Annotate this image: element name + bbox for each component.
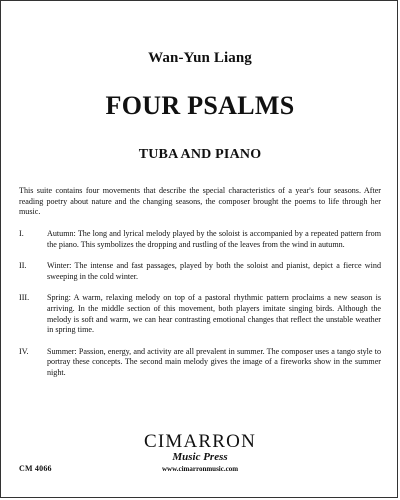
publisher-logo — [0, 432, 400, 473]
movement-item — [19, 229, 381, 250]
movement-number: I. — [19, 229, 24, 238]
publisher-website: www.cimarronmusic.com — [161, 465, 239, 473]
movement-description: Summer: Passion, energy, and activity are all prevalent in summer. The composer uses a tango style to portray these concepts. The second main melody gives the image of a fireworks show in the summer night. — [47, 346, 381, 377]
intro-paragraph: This suite contains four movements that describe the special characteristics of a year's four seasons. After reading poetry about nature and the changing seasons, the composer brought the poems to life through her music. — [19, 186, 381, 217]
movement-description: Winter: The intense and fast passages, played by both the soloist and pianist, depict a fierce wind sweeping in the cold winter. — [47, 261, 381, 281]
composer-name: Wan-Yun Liang — [148, 50, 252, 66]
piece-title: FOUR PSALMS — [105, 91, 295, 120]
instrumentation: TUBA AND PIANO — [138, 147, 262, 162]
movement-description: Spring: A warm, relaxing melody on top of a pastoral rhythmic pattern proclaims a new season is arriving. In the middle section of this movement, both players imitate singing birds. Although the melody is soft and warm, we can hear contrasting emotional changes that reflect the unstable weather in spring time. — [47, 293, 381, 335]
movement-description: Autumn: The long and lyrical melody played by the soloist is accompanied by a repeated pattern from the piano. This symbolizes the dropping and rustling of the leaves from the wind in autumn. — [47, 229, 381, 249]
movement-item — [19, 261, 381, 282]
movement-list — [19, 229, 381, 390]
movement-number: II. — [19, 261, 27, 271]
movement-item — [19, 347, 381, 379]
movement-item — [19, 293, 381, 335]
publisher-name: CIMARRON — [143, 431, 256, 452]
movement-number: III. — [19, 293, 30, 303]
catalog-code: CM 4066 — [19, 464, 52, 473]
publisher-subtitle: Music Press — [172, 451, 228, 463]
movement-number: IV. — [19, 346, 29, 356]
